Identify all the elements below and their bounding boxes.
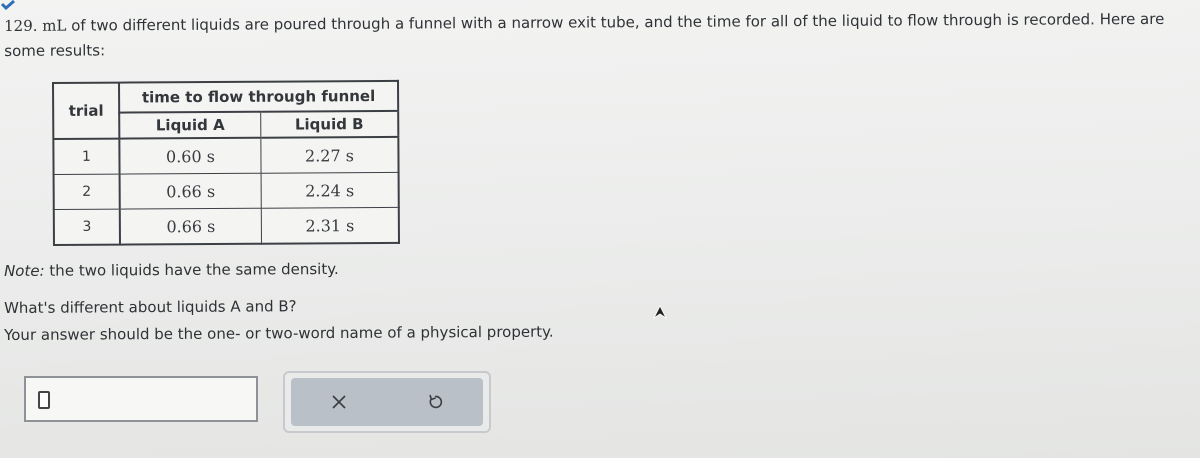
trial-header: trial — [53, 83, 119, 139]
question-body: of two different liquids are poured through a funnel with a narrow exit tube, and the time for all of the liquid to flow through is recorded. Here are some results: — [4, 9, 1165, 60]
prompt-question: What's different about liquids A and B? — [4, 297, 297, 317]
liquid-a-cell: 0.66 s — [120, 173, 262, 209]
action-panel — [283, 371, 491, 433]
trial-cell: 1 — [53, 139, 119, 175]
note-line — [4, 260, 339, 280]
note-label: Note: — [4, 261, 45, 280]
clear-button[interactable] — [291, 378, 387, 426]
liquid-b-cell: 2.27 s — [261, 137, 399, 173]
mouse-pointer-icon — [652, 304, 668, 320]
table-row — [54, 207, 399, 245]
check-mark-icon — [0, 0, 22, 10]
results-table — [52, 80, 400, 246]
table-header-row — [53, 81, 398, 113]
trial-cell: 2 — [54, 174, 120, 209]
reset-button[interactable] — [387, 378, 483, 426]
question-number: 129. — [4, 16, 38, 35]
undo-icon — [426, 393, 444, 411]
liquid-b-cell: 2.31 s — [305, 215, 355, 235]
text-cursor-icon — [38, 391, 50, 409]
prompt-instruction: Your answer should be the one- or two-word name of a physical property. — [4, 322, 554, 344]
liquid-b-cell: 2.24 s — [261, 172, 399, 208]
liquid-b-header: Liquid B — [261, 111, 399, 138]
liquid-a-cell: 0.66 s — [120, 208, 262, 244]
answer-input[interactable] — [24, 376, 258, 422]
action-button-group — [291, 378, 483, 426]
liquid-a-cell: 0.60 s — [119, 138, 261, 174]
table-row — [54, 172, 399, 209]
question-unit: mL — [42, 16, 67, 35]
x-icon — [331, 394, 347, 410]
question-text — [4, 7, 1196, 64]
trial-cell: 3 — [54, 209, 120, 245]
note-text: the two liquids have the same density. — [49, 259, 339, 280]
liquid-a-header: Liquid A — [119, 112, 261, 139]
time-group-header: time to flow through funnel — [141, 87, 376, 107]
table-row — [53, 137, 398, 175]
